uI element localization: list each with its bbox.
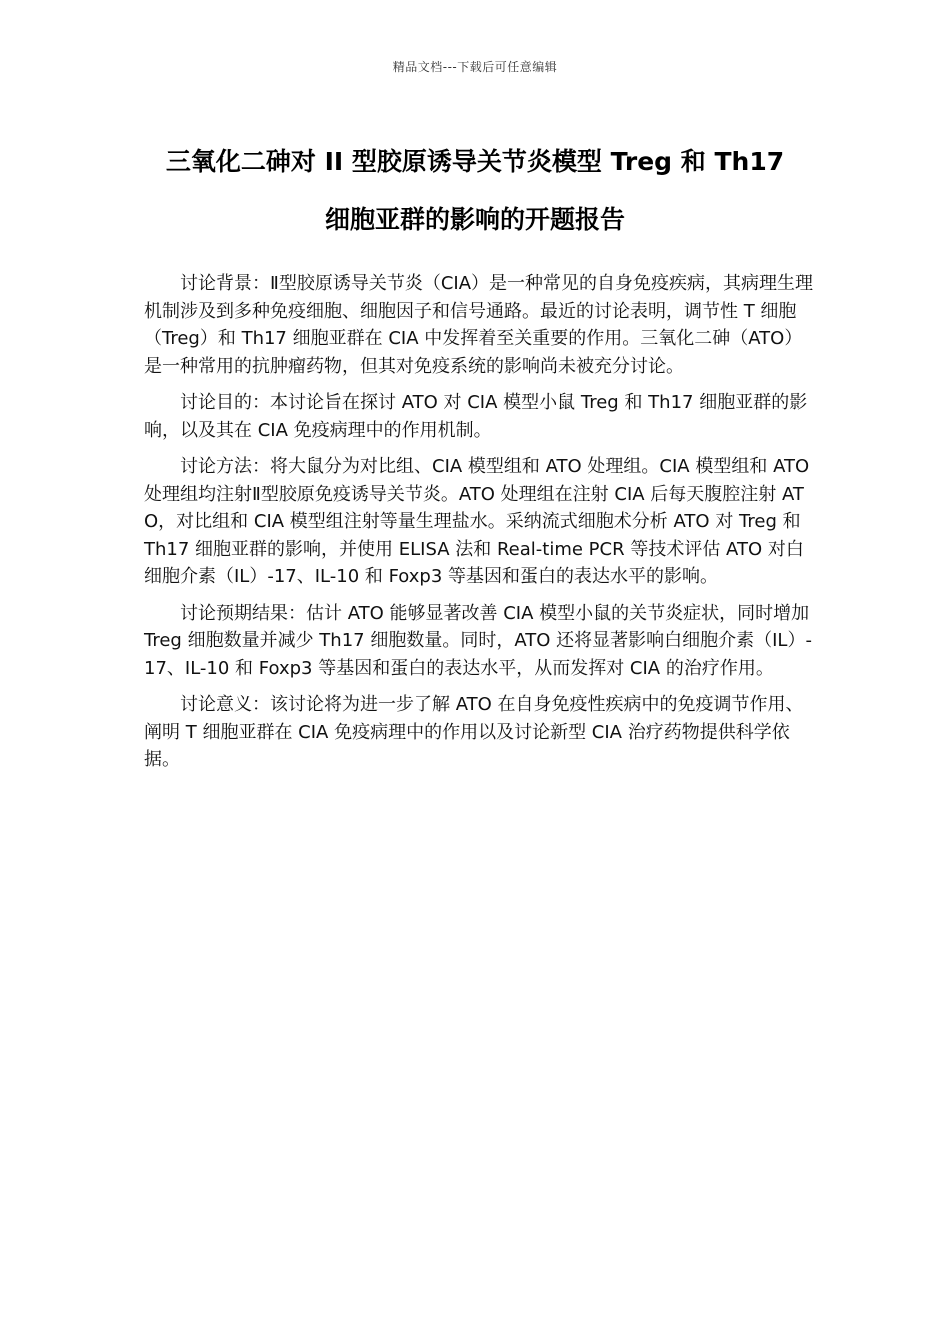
- document-body: [144, 270, 816, 783]
- title-line-2: 细胞亚群的影响的开题报告: [324, 205, 625, 234]
- paragraph-significance: 讨论意义：该讨论将为进一步了解 ATO 在自身免疫性疾病中的免疫调节作用、阐明 T 细胞亚群在 CIA 免疫病理中的作用以及讨论新型 CIA 治疗药物提供科学依据。: [144, 694, 804, 770]
- paragraph-background: 讨论背景：Ⅱ型胶原诱导关节炎（CIA）是一种常见的自身免疫疾病，其病理生理机制涉及到多种免疫细胞、细胞因子和信号通路。最近的讨论表明，调节性 T 细胞（Treg）和 Th17 细胞亚群在 CIA 中发挥着至关重要的作用。三氧化二砷（ATO）是一种常用的抗肿瘤药物，但其对免疫系统的影响尚未被充分讨论。: [144, 273, 814, 377]
- document-title: [130, 133, 820, 249]
- header-note: 精品文档---下载后可任意编辑: [392, 60, 558, 74]
- paragraph-objective: 讨论目的：本讨论旨在探讨 ATO 对 CIA 模型小鼠 Treg 和 Th17 细胞亚群的影响，以及其在 CIA 免疫病理中的作用机制。: [144, 392, 808, 441]
- paragraph-methods: 讨论方法：将大鼠分为对比组、CIA 模型组和 ATO 处理组。CIA 模型组和 ATO 处理组均注射Ⅱ型胶原免疫诱导关节炎。ATO 处理组在注射 CIA 后每天腹腔注射 ATO，对比组和 CIA 模型组注射等量生理盐水。采纳流式细胞术分析 ATO 对 Treg 和 Th17 细胞亚群的影响，并使用 ELISA 法和 Real-time PCR 等技术评估 ATO 对白细胞介素（IL）-17、IL-10 和 Foxp3 等基因和蛋白的表达水平的影响。: [144, 456, 810, 587]
- title-line-1: 三氧化二砷对 II 型胶原诱导关节炎模型 Treg 和 Th17: [165, 147, 785, 176]
- paragraph-expected-results: 讨论预期结果：估计 ATO 能够显著改善 CIA 模型小鼠的关节炎症状，同时增加 Treg 细胞数量并减少 Th17 细胞数量。同时，ATO 还将显著影响白细胞介素（IL）-17、IL-10 和 Foxp3 等基因和蛋白的表达水平，从而发挥对 CIA 的治疗作用。: [144, 602, 812, 679]
